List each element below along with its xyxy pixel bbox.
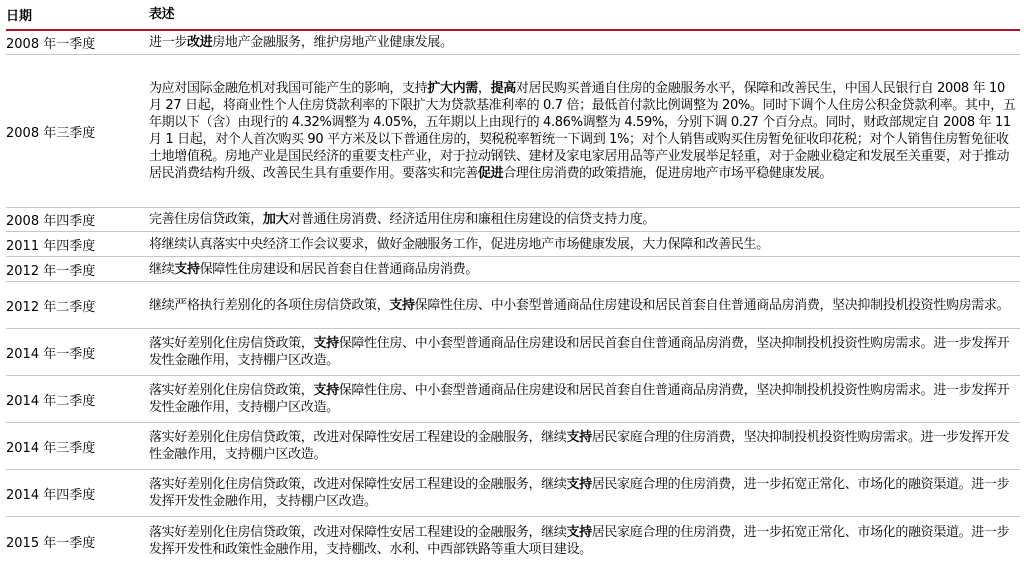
header-desc: 表述 [149, 7, 175, 22]
emphasis-text: 支持 [389, 297, 415, 313]
table-row [6, 208, 1020, 232]
row-description: 落实好差别化住房信贷政策，支持保障性住房、中小套型普通商品住房建设和居民首套自住普通商品房消费，坚决抑制投机投资性购房需求。进一步发挥开发性金融作用，支持棚户区改造。 [149, 336, 1010, 368]
row-date: 2014 年二季度 [6, 393, 96, 409]
emphasis-text: 提高 [490, 81, 516, 96]
row-description: 落实好差别化住房信贷政策，改进对保障性安居工程建设的金融服务，继续支持居民家庭合理的住房消费，进一步拓宽正常化、市场化的融资渠道。进一步发挥开发性和政策性金融作用，支持棚改、水利、中西部铁路等重大项目建设。 [149, 525, 1010, 557]
table-row [6, 329, 1020, 376]
emphasis-text: 支持 [174, 261, 200, 277]
table-row [6, 517, 1020, 565]
row-description: 继续严格执行差别化的各项住房信贷政策，支持保障性住房、中小套型普通商品住房建设和居民首套自住普通商品房消费，坚决抑制投机投资性购房需求。 [149, 297, 1010, 313]
row-date: 2008 年一季度 [6, 37, 96, 52]
table-row [6, 31, 1020, 55]
row-description: 进一步改进房地产金融服务，维护房地产业健康发展。 [149, 35, 453, 50]
row-description: 完善住房信贷政策，加大对普通住房消费、经济适用住房和廉租住房建设的信贷支持力度。 [149, 212, 656, 227]
row-description: 落实好差别化住房信贷政策，支持保障性住房、中小套型普通商品住房建设和居民首套自住普通商品房消费，坚决抑制投机投资性购房需求。进一步发挥开发性金融作用，支持棚户区改造。 [149, 383, 1010, 415]
table-row [6, 423, 1020, 470]
row-description: 将继续认真落实中央经济工作会议要求，做好金融服务工作，促进房地产市场健康发展，大力保障和改善民生。 [149, 236, 769, 252]
row-date: 2011 年四季度 [6, 238, 96, 254]
row-date: 2014 年四季度 [6, 487, 96, 503]
header-date: 日期 [6, 9, 33, 24]
emphasis-text: 支持 [566, 477, 592, 492]
row-date: 2012 年一季度 [6, 263, 96, 279]
policy-table [6, 0, 1020, 568]
row-date: 2012 年二季度 [6, 299, 96, 315]
row-description: 落实好差别化住房信贷政策，改进对保障性安居工程建设的金融服务，继续支持居民家庭合理的住房消费，坚决抑制投机投资性购房需求。进一步发挥开发性金融作用，支持棚户区改造。 [149, 430, 1010, 462]
row-date: 2008 年四季度 [6, 214, 96, 229]
emphasis-text: 改进 [186, 35, 213, 50]
emphasis-text: 加大 [262, 212, 289, 227]
table-row [6, 257, 1020, 282]
row-date: 2015 年一季度 [6, 535, 96, 551]
table-row [6, 282, 1020, 329]
row-description: 为应对国际金融危机对我国可能产生的影响，支持扩大内需，提高对居民购买普通自住房的金融服务水平，保障和改善民生，中国人民银行自 2008 年 10 月 27 日起，将商业性个人住房贷款利率的下限扩大为贷款基准利率的 0.7 倍；最低首付款比例调整为 20%。同时下调个人住房公积金贷款利率。其中，五年期以下（含）由现行的 4.32%调整为 4.05%，五年期以上由现行的 4.86%调整为 4.59%，分别下调 0.27 个百分点。同时，财政部规定自 2008 年 11 月 1 日起，对个人首次购买 90 平方米及以下普通住房的，契税税率暂统一下调到 1%；对个人销售或购买住房暂免征收印花税；对个人销售住房暂免征收土地增值税。房地产业是国民经济的重要支柱产业，对于拉动钢铁、建材及家电家居用品等产业发展举足轻重，对于金融业稳定和发展至关重要，对于推动居民消费结构升级、改善民生具有重要作用。要落实和完善促进合理住房消费的政策措施，促进房地产市场平稳健康发展。 [149, 81, 1016, 181]
emphasis-text: 促进 [477, 166, 504, 181]
emphasis-text: 支持 [313, 336, 339, 351]
emphasis-text: 扩大内需 [427, 81, 478, 96]
table-row [6, 376, 1020, 423]
emphasis-text: 支持 [566, 430, 592, 445]
table-row [6, 232, 1020, 257]
table-header [6, 0, 1020, 31]
row-date: 2008 年三季度 [6, 125, 96, 141]
row-description: 落实好差别化住房信贷政策，改进对保障性安居工程建设的金融服务，继续支持居民家庭合理的住房消费，进一步拓宽正常化、市场化的融资渠道。进一步发挥开发性金融作用，支持棚户区改造。 [149, 477, 1010, 509]
row-description: 继续支持保障性住房建设和居民首套自住普通商品房消费。 [149, 261, 478, 277]
table-row [6, 55, 1020, 208]
emphasis-text: 支持 [313, 383, 339, 398]
row-date: 2014 年一季度 [6, 346, 96, 362]
table-row [6, 470, 1020, 517]
row-date: 2014 年三季度 [6, 440, 96, 456]
emphasis-text: 支持 [566, 525, 592, 540]
